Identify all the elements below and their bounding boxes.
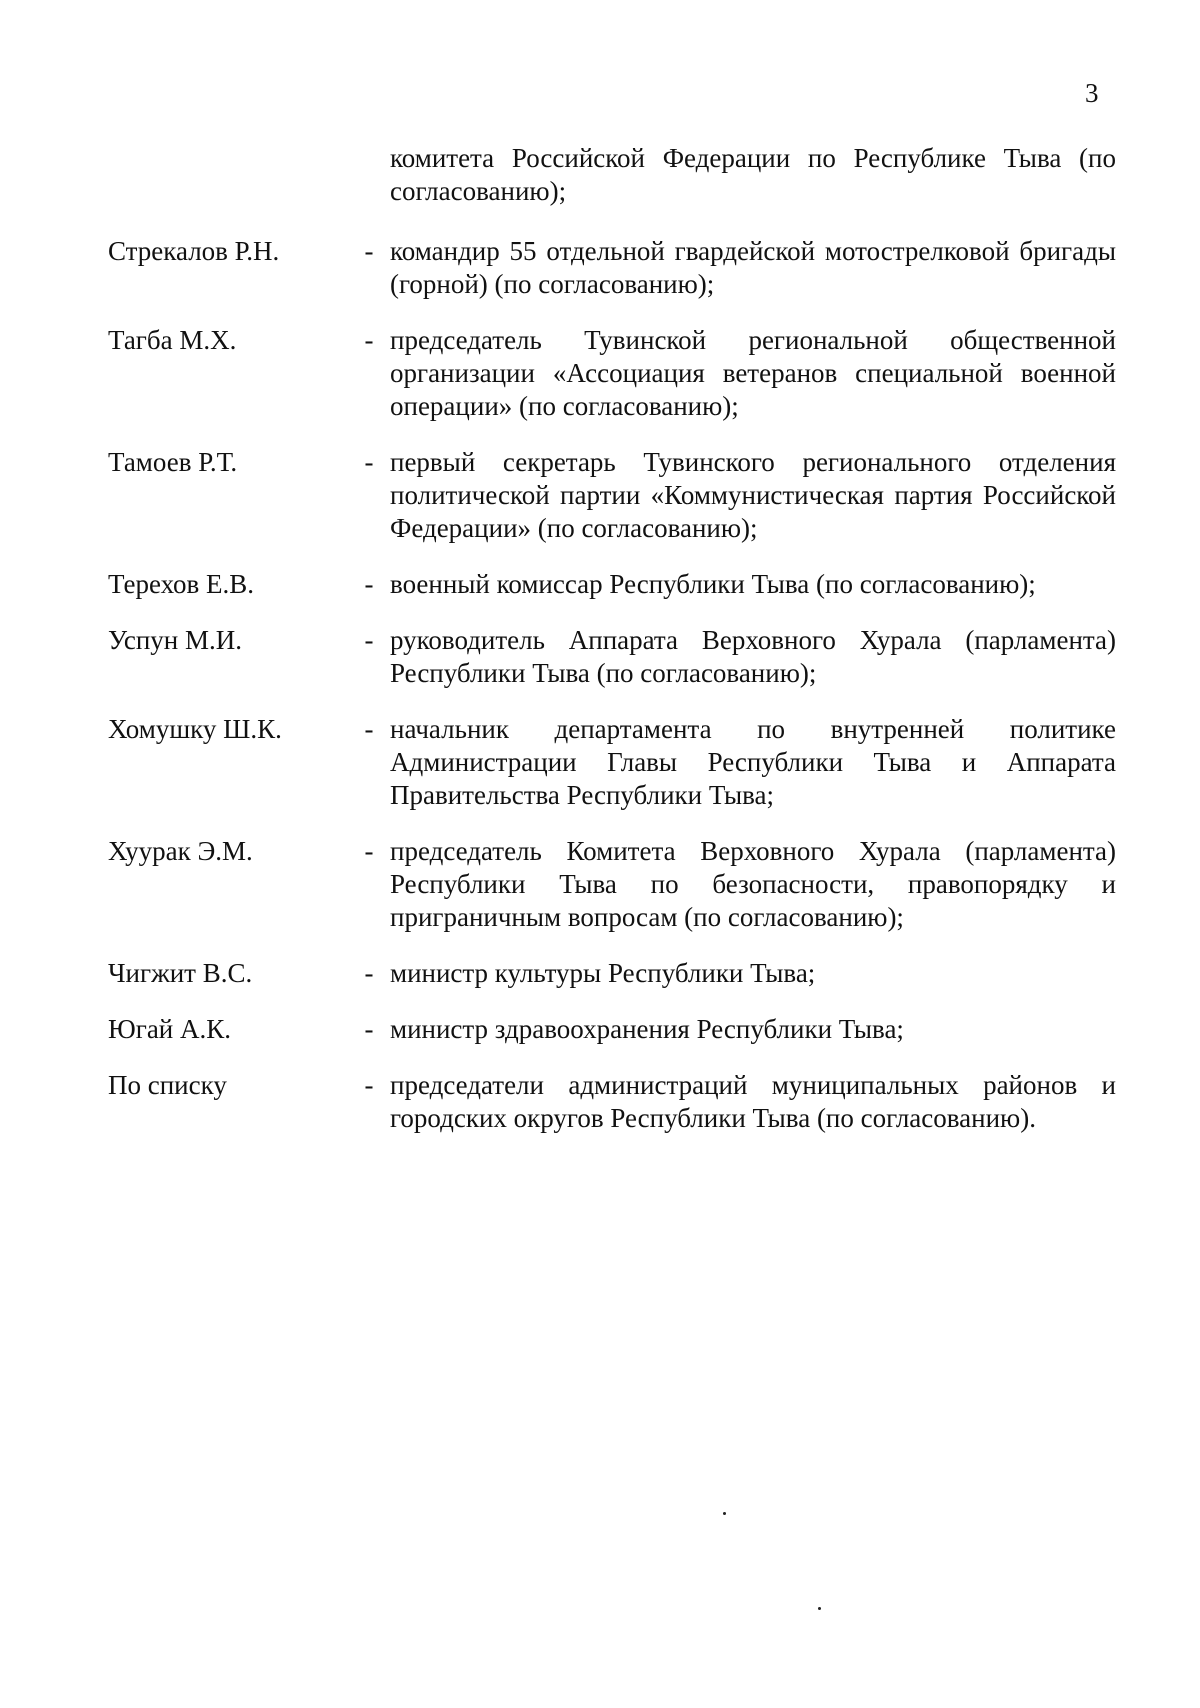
scan-speck (818, 1607, 821, 1610)
member-name: Чигжит В.С. (108, 958, 253, 988)
member-entry (108, 624, 1118, 690)
member-entry-continuation (108, 142, 1118, 208)
member-position: министр здравоохранения Республики Тыва; (390, 1014, 904, 1044)
entry-dash: - (364, 625, 374, 655)
member-position: командир 55 отдельной гвардейской мотострелковой бригады (горной) (по согласованию); (390, 236, 1116, 299)
entry-dash: - (364, 1014, 374, 1044)
member-position: руководитель Аппарата Верховного Хурала (парламента) Республики Тыва (по согласованию); (390, 625, 1116, 688)
member-entry (108, 324, 1118, 423)
member-name: Югай А.К. (108, 1014, 232, 1044)
member-position: начальник департамента по внутренней политике Администрации Главы Республики Тыва и Аппарата Правительства Республики Тыва; (390, 714, 1116, 810)
entry-dash: - (364, 1070, 374, 1100)
member-name: Терехов Е.В. (108, 569, 255, 599)
member-entry (108, 713, 1118, 812)
member-position: комитета Российской Федерации по Республике Тыва (по согласованию); (390, 143, 1116, 206)
member-entry (108, 835, 1118, 934)
entry-dash: - (364, 714, 374, 744)
member-position: председатель Комитета Верховного Хурала (парламента) Республики Тыва по безопасности, правопорядку и приграничным вопросам (по согласованию); (390, 836, 1116, 932)
entry-dash: - (364, 569, 374, 599)
entry-dash: - (364, 836, 374, 866)
entry-dash: - (364, 958, 374, 988)
member-name: Тамоев Р.Т. (108, 447, 238, 477)
member-entry (108, 568, 1118, 601)
member-name: Тагба М.Х. (108, 325, 237, 355)
member-position: председатель Тувинской региональной общественной организации «Ассоциация ветеранов специальной военной операции» (по согласованию); (390, 325, 1116, 421)
entry-dash: - (364, 447, 374, 477)
member-entry (108, 957, 1118, 990)
entry-dash: - (364, 325, 374, 355)
member-name: Стрекалов Р.Н. (108, 236, 280, 266)
member-entry (108, 446, 1118, 545)
member-entry (108, 1013, 1118, 1046)
member-position: министр культуры Республики Тыва; (390, 958, 816, 988)
entry-dash: - (364, 236, 374, 266)
member-name: Хуурак Э.М. (108, 836, 253, 866)
member-name: Хомушку Ш.К. (108, 714, 282, 744)
member-entry (108, 1069, 1118, 1135)
member-position: военный комиссар Республики Тыва (по согласованию); (390, 569, 1036, 599)
member-entry (108, 235, 1118, 301)
page-number: 3 (1085, 78, 1099, 108)
member-list (108, 142, 1118, 1158)
member-position: председатели администраций муниципальных районов и городских округов Республики Тыва (по согласованию). (390, 1070, 1116, 1133)
scan-speck (723, 1512, 726, 1515)
member-position: первый секретарь Тувинского регионального отделения политической партии «Коммунистическая партия Российской Федерации» (по согласованию); (390, 447, 1116, 543)
member-name: Успун М.И. (108, 625, 243, 655)
member-name: По списку (108, 1070, 227, 1100)
